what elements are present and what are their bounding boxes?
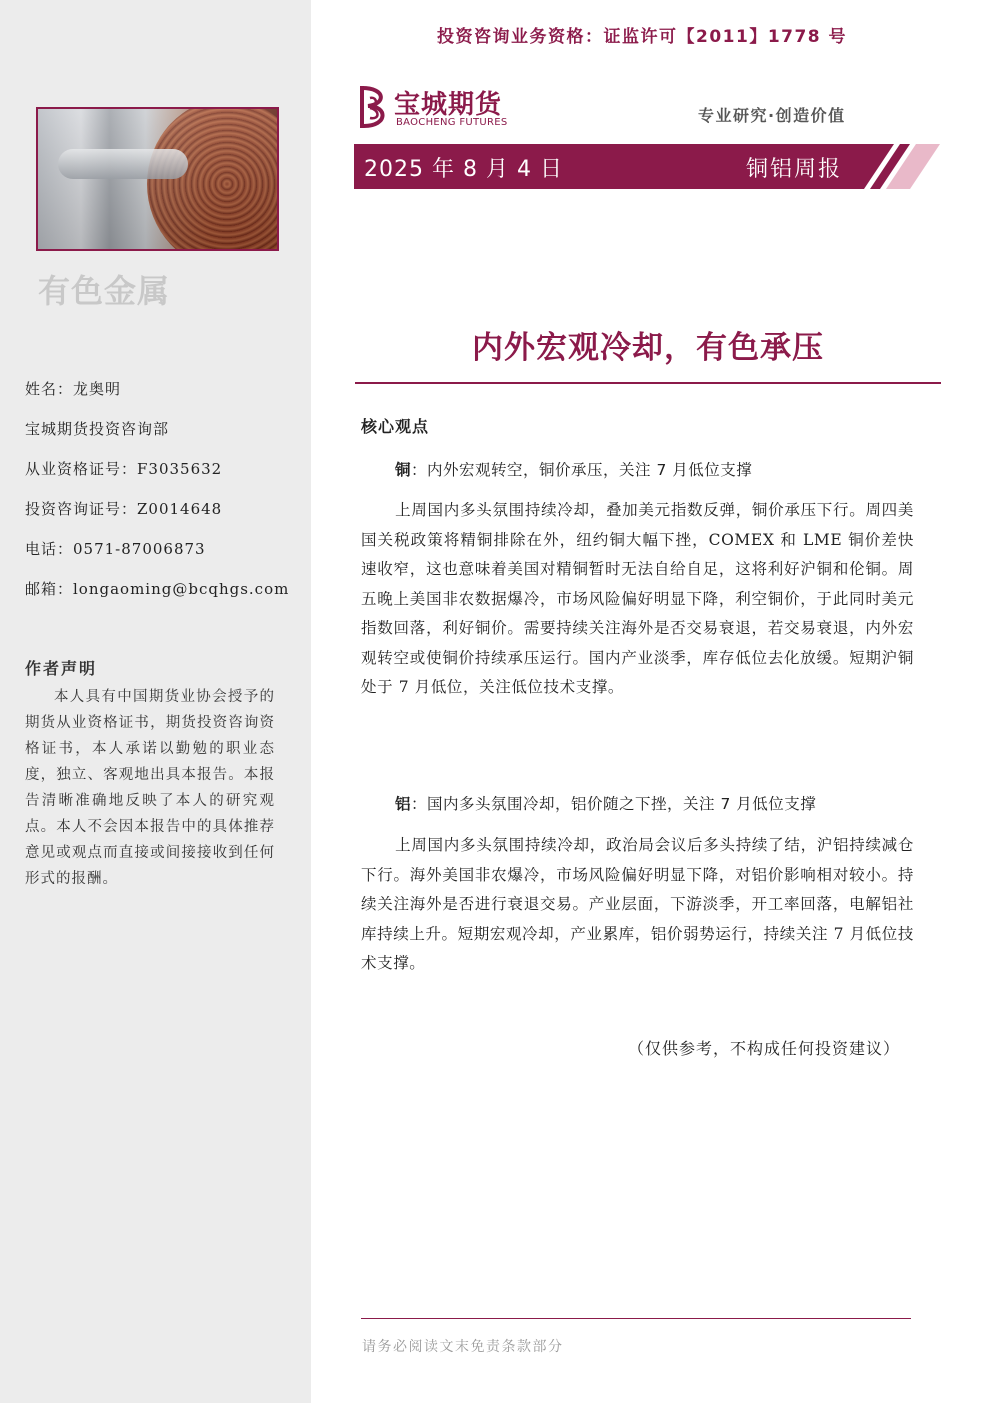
logo-english-name: BAOCHENG FUTURES <box>396 117 508 128</box>
analyst-info <box>25 377 289 617</box>
aluminum-headline <box>395 792 816 814</box>
copper-body: 上周国内多头氛围持续冷却，叠加美元指数反弹，铜价承压下行。周四美国关税政策将精铜排除在外，纽约铜大幅下挫，COMEX 和 LME 铜价差快速收窄，这也意味着美国对精铜暂时无法自给自足，这将利好沪铜和伦铜。周五晚上美国非农数据爆冷，市场风险偏好明显下降，利空铜价，于此同时美元指数回落，利好铜价。需要持续关注海外是否交易衰退，若交易衰退，内外宏观转空或使铜价持续承压运行。国内产业淡季，库存低位去化放缓。短期沪铜处于 7 月低位，关注低位技术支撑。 <box>361 501 914 696</box>
analyst-phone: 电话：0571-87006873 <box>25 540 206 558</box>
copper-headline <box>395 458 752 480</box>
report-title: 内外宏观冷却，有色承压 <box>472 330 824 366</box>
logo-chinese-name: 宝城期货 <box>394 90 503 120</box>
slogan: 专业研究·创造价值 <box>698 106 846 125</box>
footer-disclaimer: 请务必阅读文末免责条款部分 <box>362 1339 564 1355</box>
copper-label: 铜 <box>395 461 412 479</box>
copper-headline-text: ：内外宏观转空，铜价承压，关注 7 月低位支撑 <box>411 461 753 479</box>
logo-mark-icon <box>356 84 390 130</box>
sector-label: 有色金属 <box>38 272 171 310</box>
analyst-name: 姓名：龙奥明 <box>25 380 122 398</box>
title-divider <box>355 382 941 384</box>
declaration-body: 本人具有中国期货业协会授予的期货从业资格证书，期货投资咨询资格证书，本人承诺以勤勉的职业态度，独立、客观地出具本报告。本报告清晰准确地反映了本人的研究观点。本人不会因本报告中的具体推荐意见或观点而直接或间接接收到任何形式的报酬。 <box>25 689 275 887</box>
date-banner <box>354 144 940 189</box>
aluminum-body: 上周国内多头氛围持续冷却，政治局会议后多头持续了结，沪铝持续减仓下行。海外美国非农爆冷，市场风险偏好明显下降，对铝价影响相对较小。持续关注海外是否进行衰退交易。产业层面，下游淡季，开工率回落，电解铝社库持续上升。短期宏观冷却，产业累库，铝价弱势运行，持续关注 7 月低位技术支撑。 <box>361 836 914 972</box>
core-view-label: 核心观点 <box>361 417 430 436</box>
report-type: 铜铝周报 <box>746 157 843 182</box>
cover-photo <box>36 107 279 251</box>
company-logo <box>356 84 526 132</box>
sidebar <box>0 0 311 1403</box>
aluminum-headline-text: ：国内多头氛围冷却，铝价随之下挫，关注 7 月低位支撑 <box>411 795 817 813</box>
footer-divider <box>361 1318 911 1319</box>
analyst-email: 邮箱：longaoming@bcqhgs.com <box>25 580 290 598</box>
aluminum-label: 铝 <box>395 795 412 813</box>
reference-note: （仅供参考，不构成任何投资建议） <box>628 1039 901 1058</box>
declaration-title: 作者声明 <box>25 659 98 678</box>
analyst-license: 从业资格证号：F3035632 <box>25 460 223 478</box>
report-date: 2025 年 8 月 4 日 <box>364 157 563 182</box>
license-text: 投资咨询业务资格：证监许可【2011】1778 号 <box>437 27 848 47</box>
analyst-department: 宝城期货投资咨询部 <box>25 420 170 438</box>
analyst-consult-license: 投资咨询证号：Z0014648 <box>25 500 223 518</box>
